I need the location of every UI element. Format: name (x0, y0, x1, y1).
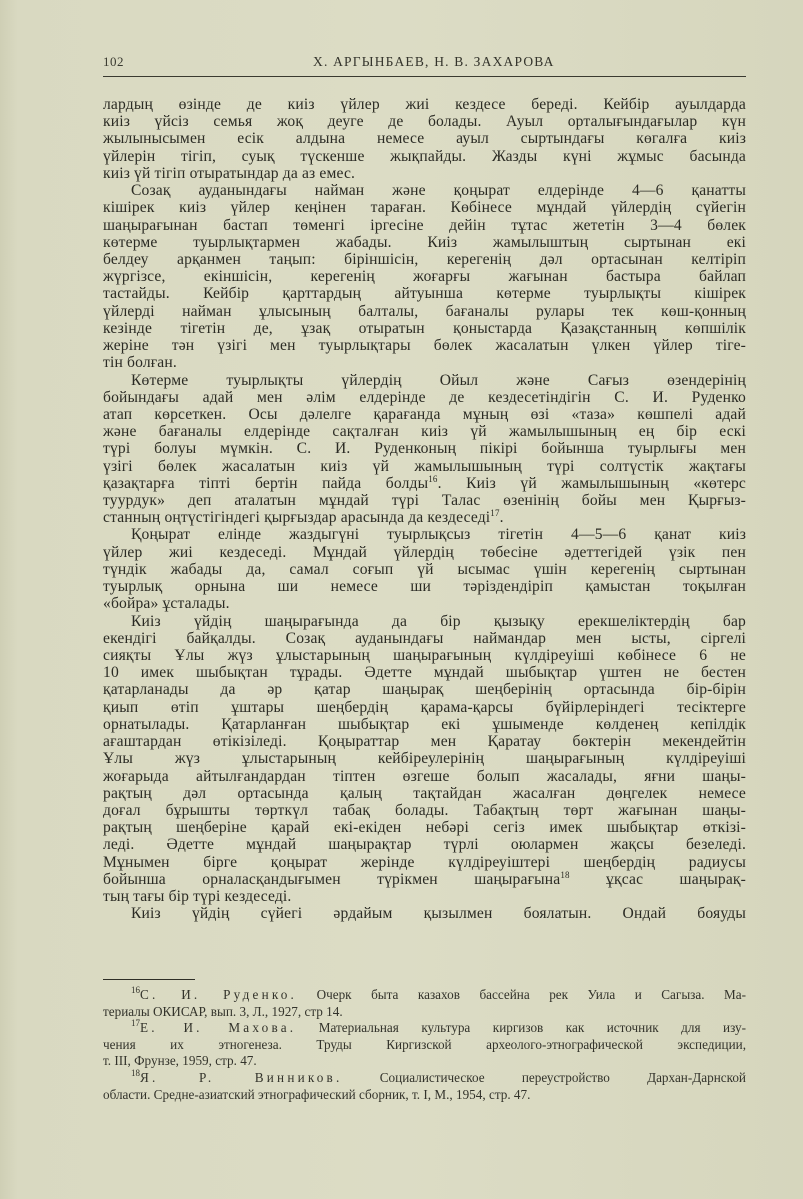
page-number: 102 (103, 54, 124, 69)
text-line-content: киіз үйсіз семья жоқ деуге де болады. Ауыл орталығындағылар күн (103, 113, 746, 131)
footnote-rule (103, 979, 195, 980)
text-line (103, 768, 746, 785)
running-head (103, 54, 746, 72)
footnote-line (103, 1087, 746, 1104)
footnote-line (103, 1020, 746, 1037)
footnote-text: т. III, Фрунзе, 1959, стр. 47. (103, 1053, 257, 1069)
footnotes (103, 987, 746, 1103)
text-line (103, 509, 746, 526)
footnote-author: С. И. Руденко. (140, 987, 298, 1002)
text-line-content: қазақтарға тіпті бертін пайда болды (103, 474, 429, 492)
text-line (103, 458, 746, 475)
text-line-content: станның оңтүстігіндегі қырғыздар арасында да кездеседі (103, 509, 491, 527)
text-line-content: тін болған. (103, 354, 177, 372)
text-line-content: рақтың дәл ортасында қалың тақтайдан жасалған дөңгелек немесе (103, 784, 746, 802)
text-line-content: сияқты Ұлы жүз ұлыстарының шаңырағының күлдіреуіші көбінесе 6 не (103, 647, 746, 664)
text-line-content: Киіз үйдің шаңырағында да бір қызықу ерекшеліктердің бар (131, 612, 746, 630)
text-line-content: киіз үй тігіп отыратындар да аз емес. (103, 164, 356, 182)
text-line-content: тастайды. Кейбір қарттардың айтуынша көтерме туырлықты кішірек (103, 285, 746, 303)
footnote-author: Е. И. Махова. (140, 1020, 297, 1036)
text-line (103, 199, 746, 216)
footnote-text: Социалистическое переустройство Дархан-Дарнской (379, 1069, 746, 1085)
footnote-line (103, 987, 746, 1004)
text-line-content: Созақ ауданындағы найман және қоңырат елдерінде 4—6 қанатты (131, 182, 746, 200)
text-line-content: доғал бұрышты төрткүл табақ болады. Табақтың төрт жағынан шаңы- (103, 801, 746, 819)
text-line (103, 613, 746, 630)
text-line (103, 96, 746, 113)
text-line (103, 544, 746, 561)
text-line (103, 320, 746, 337)
text-line (103, 905, 746, 922)
text-line-content: Мұнымен бірге қоңырат жерінде күлдіреуіштері шеңбердің радиусы (103, 853, 746, 871)
text-line-content: үйлерін тігіп, суық түскенше жықпайды. Жазды күні жұмыс басында (103, 147, 746, 165)
text-line (103, 819, 746, 836)
text-line (103, 423, 746, 440)
text-line-content: Көтерме туырлықты үйлердің Ойыл және Сағыз өзендерінің (131, 371, 746, 389)
text-line-content: лардың өзінде де киіз үйлер жиі кездесе береді. Кейбір ауылдарда (103, 96, 746, 113)
text-line-content: қатарланады да әр қатар шаңырақ шеңберінің ортасында бір-бірін (103, 681, 746, 699)
footnote-reference[interactable]: 16 (428, 473, 438, 484)
text-line (103, 578, 746, 595)
text-line-content: үйлер жиі кездеседі. Мұндай үйлердің төбесіне әдеттегідей үзік пен (103, 543, 746, 561)
text-line-content: үйлерді найман ұлысының балталы, бағаналы рулары тек көш-қонның (103, 302, 746, 320)
text-line (103, 406, 746, 423)
footnote-number: 16 (131, 985, 140, 995)
text-line-content: «бойра» ұсталады. (103, 595, 230, 613)
text-line (103, 440, 746, 457)
text-line (103, 182, 746, 199)
text-line (103, 148, 746, 165)
text-line-content: кішірек киіз үйлер кеңінен тараған. Көбінесе мұндай үйлердің сүйегін (103, 199, 746, 217)
text-line-content: орнатылады. Қатарланған шыбықтар екі ұшыменде көлденең кепілдік (103, 715, 746, 733)
text-line (103, 303, 746, 320)
text-line-content: көтерме туырлықтармен жабады. Киіз жамылыштың сыртынан екі (103, 233, 746, 251)
text-line (103, 681, 746, 698)
footnote-line (103, 1004, 746, 1021)
text-line-tail: . Киіз үй жамылышының «көтерс (437, 474, 746, 492)
text-line (103, 130, 746, 147)
text-line-content: бойынша орналасқандығымен түрікмен шаңырағына (103, 870, 561, 888)
footnote-text: чения их этногенеза. Труды Киргизской археолого-этнографической экспедиции, (103, 1036, 746, 1052)
footnote-text: Материальная культура киргизов как источник для изу- (318, 1020, 747, 1036)
footnote-reference[interactable]: 18 (560, 869, 570, 880)
text-line (103, 492, 746, 509)
text-line (103, 234, 746, 251)
text-line (103, 251, 746, 268)
text-line-content: үзігі бөлек жасалатын киіз үй жамылышының түрі солтүстік жақтағы (103, 457, 746, 475)
text-line-tail: ұқсас шаңырақ- (569, 870, 746, 888)
text-line (103, 699, 746, 716)
text-line (103, 372, 746, 389)
text-line (103, 647, 746, 664)
text-line-content: тың тағы бір түрі кездеседі. (103, 888, 292, 906)
text-line (103, 630, 746, 647)
text-line-content: жеріне тән үзігі мен туырлықтары бөлек жасалатын үлкен үйлер тіге- (103, 337, 746, 355)
text-line-content: ағаштардан өтікізіледі. Қоңыраттар мен Қаратау бөктерін мекендейтін (103, 733, 746, 751)
text-line (103, 475, 746, 492)
footnote-line (103, 1037, 746, 1054)
text-line (103, 389, 746, 406)
header-rule (103, 76, 746, 77)
text-line (103, 785, 746, 802)
text-line-content: түрі болуы мүмкін. С. И. Руденконың пікірі бойынша туырлығы мен (103, 440, 746, 458)
footnote-text: териалы ОКИСАР, вып. 3, Л., 1927, стр 14. (103, 1003, 343, 1019)
text-line-content: жүргізсе, екіншісін, керегенің жоғарғы жағынан бастыра байлап (103, 268, 746, 286)
text-line-content: леді. Әдетте мұндай шаңырақтар түрлі оюлармен жақсы безеледі. (103, 836, 746, 854)
text-line-content: Ұлы жүз ұлыстарының кейбіреулерінің шаңырағының күлдіреуіші (103, 750, 746, 768)
footnote-line (103, 1053, 746, 1070)
footnote-number: 18 (131, 1067, 140, 1078)
text-line (103, 750, 746, 767)
text-line (103, 888, 746, 905)
footnote-line (103, 1067, 746, 1087)
footnote-reference[interactable]: 17 (490, 508, 500, 519)
footnote-author: Я. Р. Винников. (140, 1069, 343, 1085)
text-line (103, 337, 746, 354)
text-line-content: туурдук» деп аталатын мұндай түрі Талас өзенінің бойы мен Қырғыз- (103, 492, 746, 510)
text-line (103, 268, 746, 285)
text-line-content: жоғарыда айтылғандардан тіптен өзгеше болып жасалады, яғни шаңы- (103, 767, 746, 785)
footnote-number: 17 (131, 1018, 140, 1029)
text-line-content: рақтың шеңберіне қарай екі-екіден небәрі сегіз имек шыбықтар өткізі- (103, 819, 746, 837)
text-line-content: бойындағы адай мен әлім елдерінде де кездесетіндігін С. И. Руденко (103, 388, 746, 406)
running-title: Х. АРГЫНБАЕВ, Н. В. ЗАХАРОВА (313, 54, 555, 69)
text-line (103, 217, 746, 234)
text-line-content: атап көрсеткен. Осы дәлелге қарағанда мұның өзі «таза» көшпелі адай (103, 405, 746, 423)
footnote-text: области. Средне-азиатский этнографический сборник, т. I, М., 1954, стр. 47. (103, 1086, 531, 1102)
text-line (103, 854, 746, 871)
text-line (103, 802, 746, 819)
text-line-content: туырлық орнына ши немесе ши тәріздендіріп қамыстан тоқылған (103, 578, 746, 596)
text-line-content: шаңырағынан бастап төменгі іргесіне дейін тұтас жететін 3—4 бөлек (103, 216, 746, 234)
text-line (103, 664, 746, 681)
text-line (103, 836, 746, 853)
text-line (103, 113, 746, 130)
text-line-content: түндік жабады да, самал соғып үй ысымас үшін керегенің сыртынан (103, 560, 746, 578)
text-line (103, 733, 746, 750)
text-line-content: және бағаналы елдерінде сақталған киіз үй жамылышының ең бір ескі (103, 423, 746, 441)
body-text (103, 96, 746, 923)
text-line-content: 10 имек шыбықтан тұрады. Әдетте мұндай шыбықтар үштен не бестен (103, 664, 746, 682)
text-line-content: белдеу арқанмен таңып: біріншісін, керегенің дәл ортасынан келтіріп (103, 250, 746, 268)
text-line-content: кезінде тігетін де, ұзақ отыратын қоныстарда Қазақстанның көпшілік (103, 319, 746, 337)
text-line-tail: . (499, 509, 504, 527)
text-line (103, 165, 746, 182)
text-line-content: Киіз үйдің сүйегі әрдайым қызылмен боялатын. Ондай бояуды (131, 905, 746, 923)
text-line (103, 595, 746, 612)
text-line-content: екендігі байқалды. Созақ ауданындағы наймандар мен ысты, сіргелі (103, 629, 746, 647)
text-line (103, 716, 746, 733)
text-line (103, 871, 746, 888)
text-line (103, 526, 746, 543)
text-line (103, 285, 746, 302)
text-line (103, 354, 746, 371)
text-line-content: қиып өтіп ұштары шеңбердің қарама-қарсы бүйірлеріндегі тесіктерге (103, 698, 746, 716)
text-line-content: Қоңырат елінде жаздыгүні туырлықсыз тігетін 4—5—6 қанат киіз (131, 526, 746, 544)
text-line (103, 561, 746, 578)
footnote-text: Очерк быта казахов бассейна рек Уила и Сагыза. Ма- (316, 987, 747, 1002)
text-line-content: жылынысымен есік алдына немесе ауыл сыртындағы көгалға киіз (103, 130, 746, 148)
